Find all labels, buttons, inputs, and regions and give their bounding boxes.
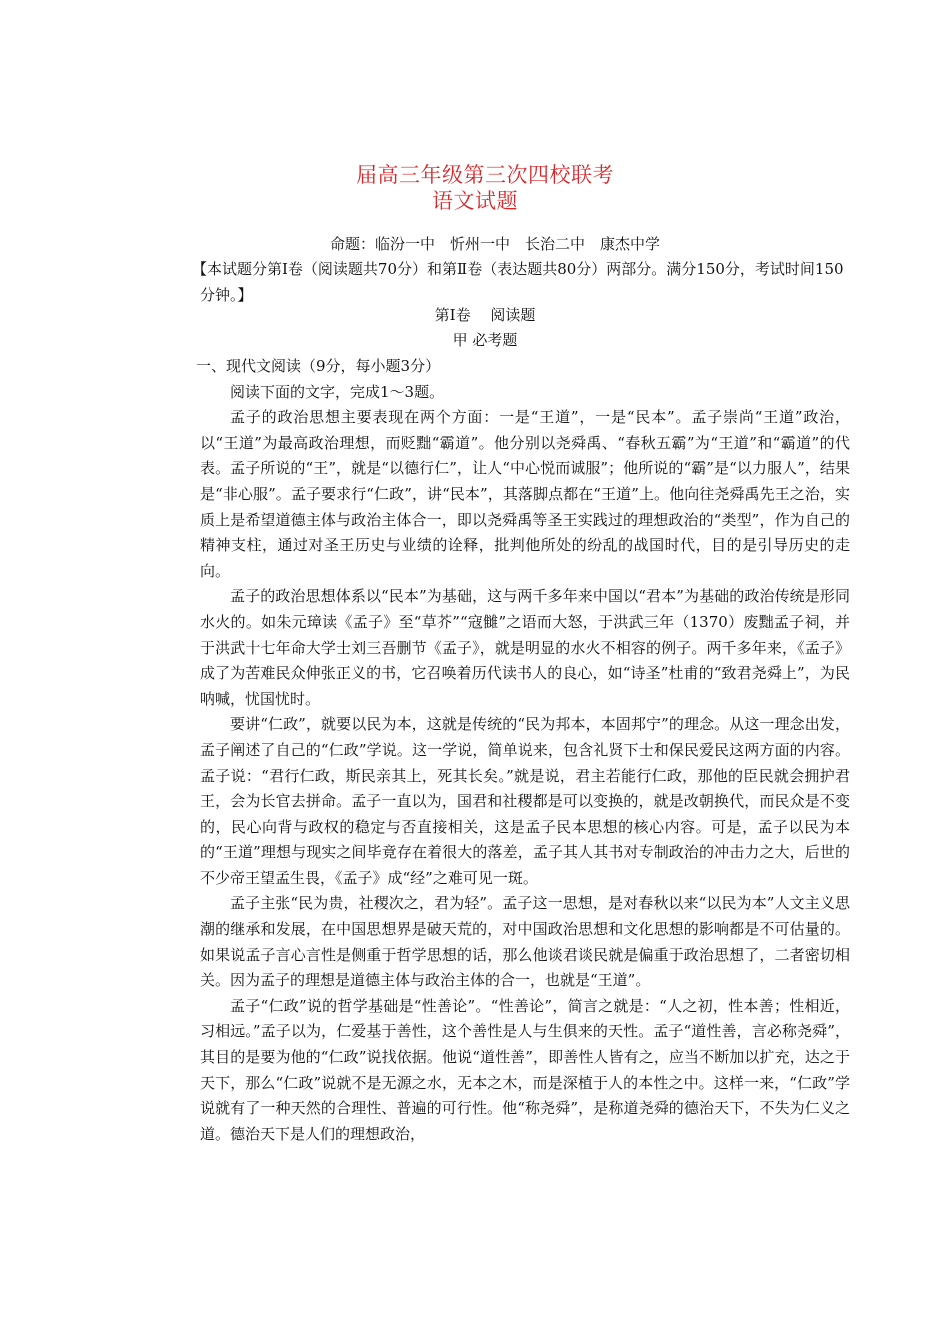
reading-section [196,354,850,1147]
exam-title: 届高三年级第三次四校联考 [356,163,614,187]
section-heading: 一、现代文阅读（9分，每小题3分） [196,357,441,375]
passage-paragraph: 要讲“仁政”，就要以民为本，这就是传统的“民为邦本，本固邦宁”的理念。从这一理念出发，孟子阐述了自己的“仁政”学说。这一学说，简单说来，包含礼贤下士和保民爱民这两方面的内容。孟子说：“君行仁政，斯民亲其上，死其长矣。”就是说，君主若能行仁政，那他的臣民就会拥护君王，会为长官去拼命。孟子一直以为，国君和社稷都是可以变换的，就是改朝换代，而民众是不变的，民心向背与政权的稳定与否直接相关，这是孟子民本思想的核心内容。可是，孟子以民为本的“王道”理想与现实之间毕竟存在着很大的落差，孟子其人其书对专制政治的冲击力之大，后世的不少帝王望孟生畏，《孟子》成“经”之难可见一斑。 [200,715,850,887]
passage-paragraph: 孟子的政治思想体系以“民本”为基础，这与两千多年来中国以“君本”为基础的政治传统是形同水火的。如朱元璋读《孟子》至“草芥”“寇雠”之语而大怒，于洪武三年（1370）废黜孟子祠，并于洪武十七年命大学士刘三吾删节《孟子》，就是明显的水火不相容的例子。两千多年来，《孟子》成了为苦难民众伸张正义的书，它召唤着历代读书人的良心，如“诗圣”杜甫的“致君尧舜上”，为民呐喊，忧国忧时。 [200,587,850,708]
exam-instructions-note: 【本试题分第Ⅰ卷（阅读题共70分）和第Ⅱ卷（表达题共80分）两部分。满分150分，考试时间150分钟。】 [192,260,844,304]
section-instruction: 阅读下面的文字，完成1～3题。 [230,382,445,401]
passage-paragraph: 孟子的政治思想主要表现在两个方面：一是“王道”，一是“民本”。孟子崇尚“王道”政治，以“王道”为最高政治理想，而贬黜“霸道”。他分别以尧舜禹、“春秋五霸”为“王道”和“霸道”的代表。孟子所说的“王”，就是“以德行仁”，让人“中心悦而诚服”；他所说的“霸”是“以力服人”，结果是“非心服”。孟子要求行“仁政”，讲“民本”，其落脚点都在“王道”上。他向往尧舜禹先王之治，实质上是希望道德主体与政治主体合一，即以尧舜禹等圣王实践过的理想政治的“类型”，作为自己的精神支柱，通过对圣王历史与业绩的诠释，批判他所处的纷乱的战国时代，目的是引导历史的走向。 [200,408,850,580]
part-subtitle: 甲 必考题 [452,331,518,349]
exam-subject-title: 语文试题 [432,189,518,213]
authors-line: 命题：临汾一中 忻州一中 长治二中 康杰中学 [329,235,660,253]
part-title: 第Ⅰ卷 阅读题 [434,306,536,324]
passage-paragraph: 孟子主张“民为贵，社稷次之，君为轻”。孟子这一思想，是对春秋以来“以民为本”人文主义思潮的继承和发展，在中国思想界是破天荒的，对中国政治思想和文化思想的影响都是不可估量的。如果说孟子言心言性是侧重于哲学思想的话，那么他谈君谈民就是偏重于政治思想了，二者密切相关。因为孟子的理想是道德主体与政治主体的合一，也就是“王道”。 [200,894,850,990]
passage-paragraph: 孟子“仁政”说的哲学基础是“性善论”。“性善论”，简言之就是：“人之初，性本善；性相近，习相远。”孟子以为，仁爱基于善性，这个善性是人与生俱来的天性。孟子“道性善，言必称尧舜”，其目的是要为他的“仁政”说找依据。他说“道性善”，即善性人皆有之，应当不断加以扩充，达之于天下，那么“仁政”说就不是无源之水，无本之木，而是深植于人的本性之中。这样一来，“仁政”学说就有了一种天然的合理性、普遍的可行性。他“称尧舜”，是称道尧舜的德治天下，不失为仁义之道。德治天下是人们的理想政治， [200,996,850,1143]
